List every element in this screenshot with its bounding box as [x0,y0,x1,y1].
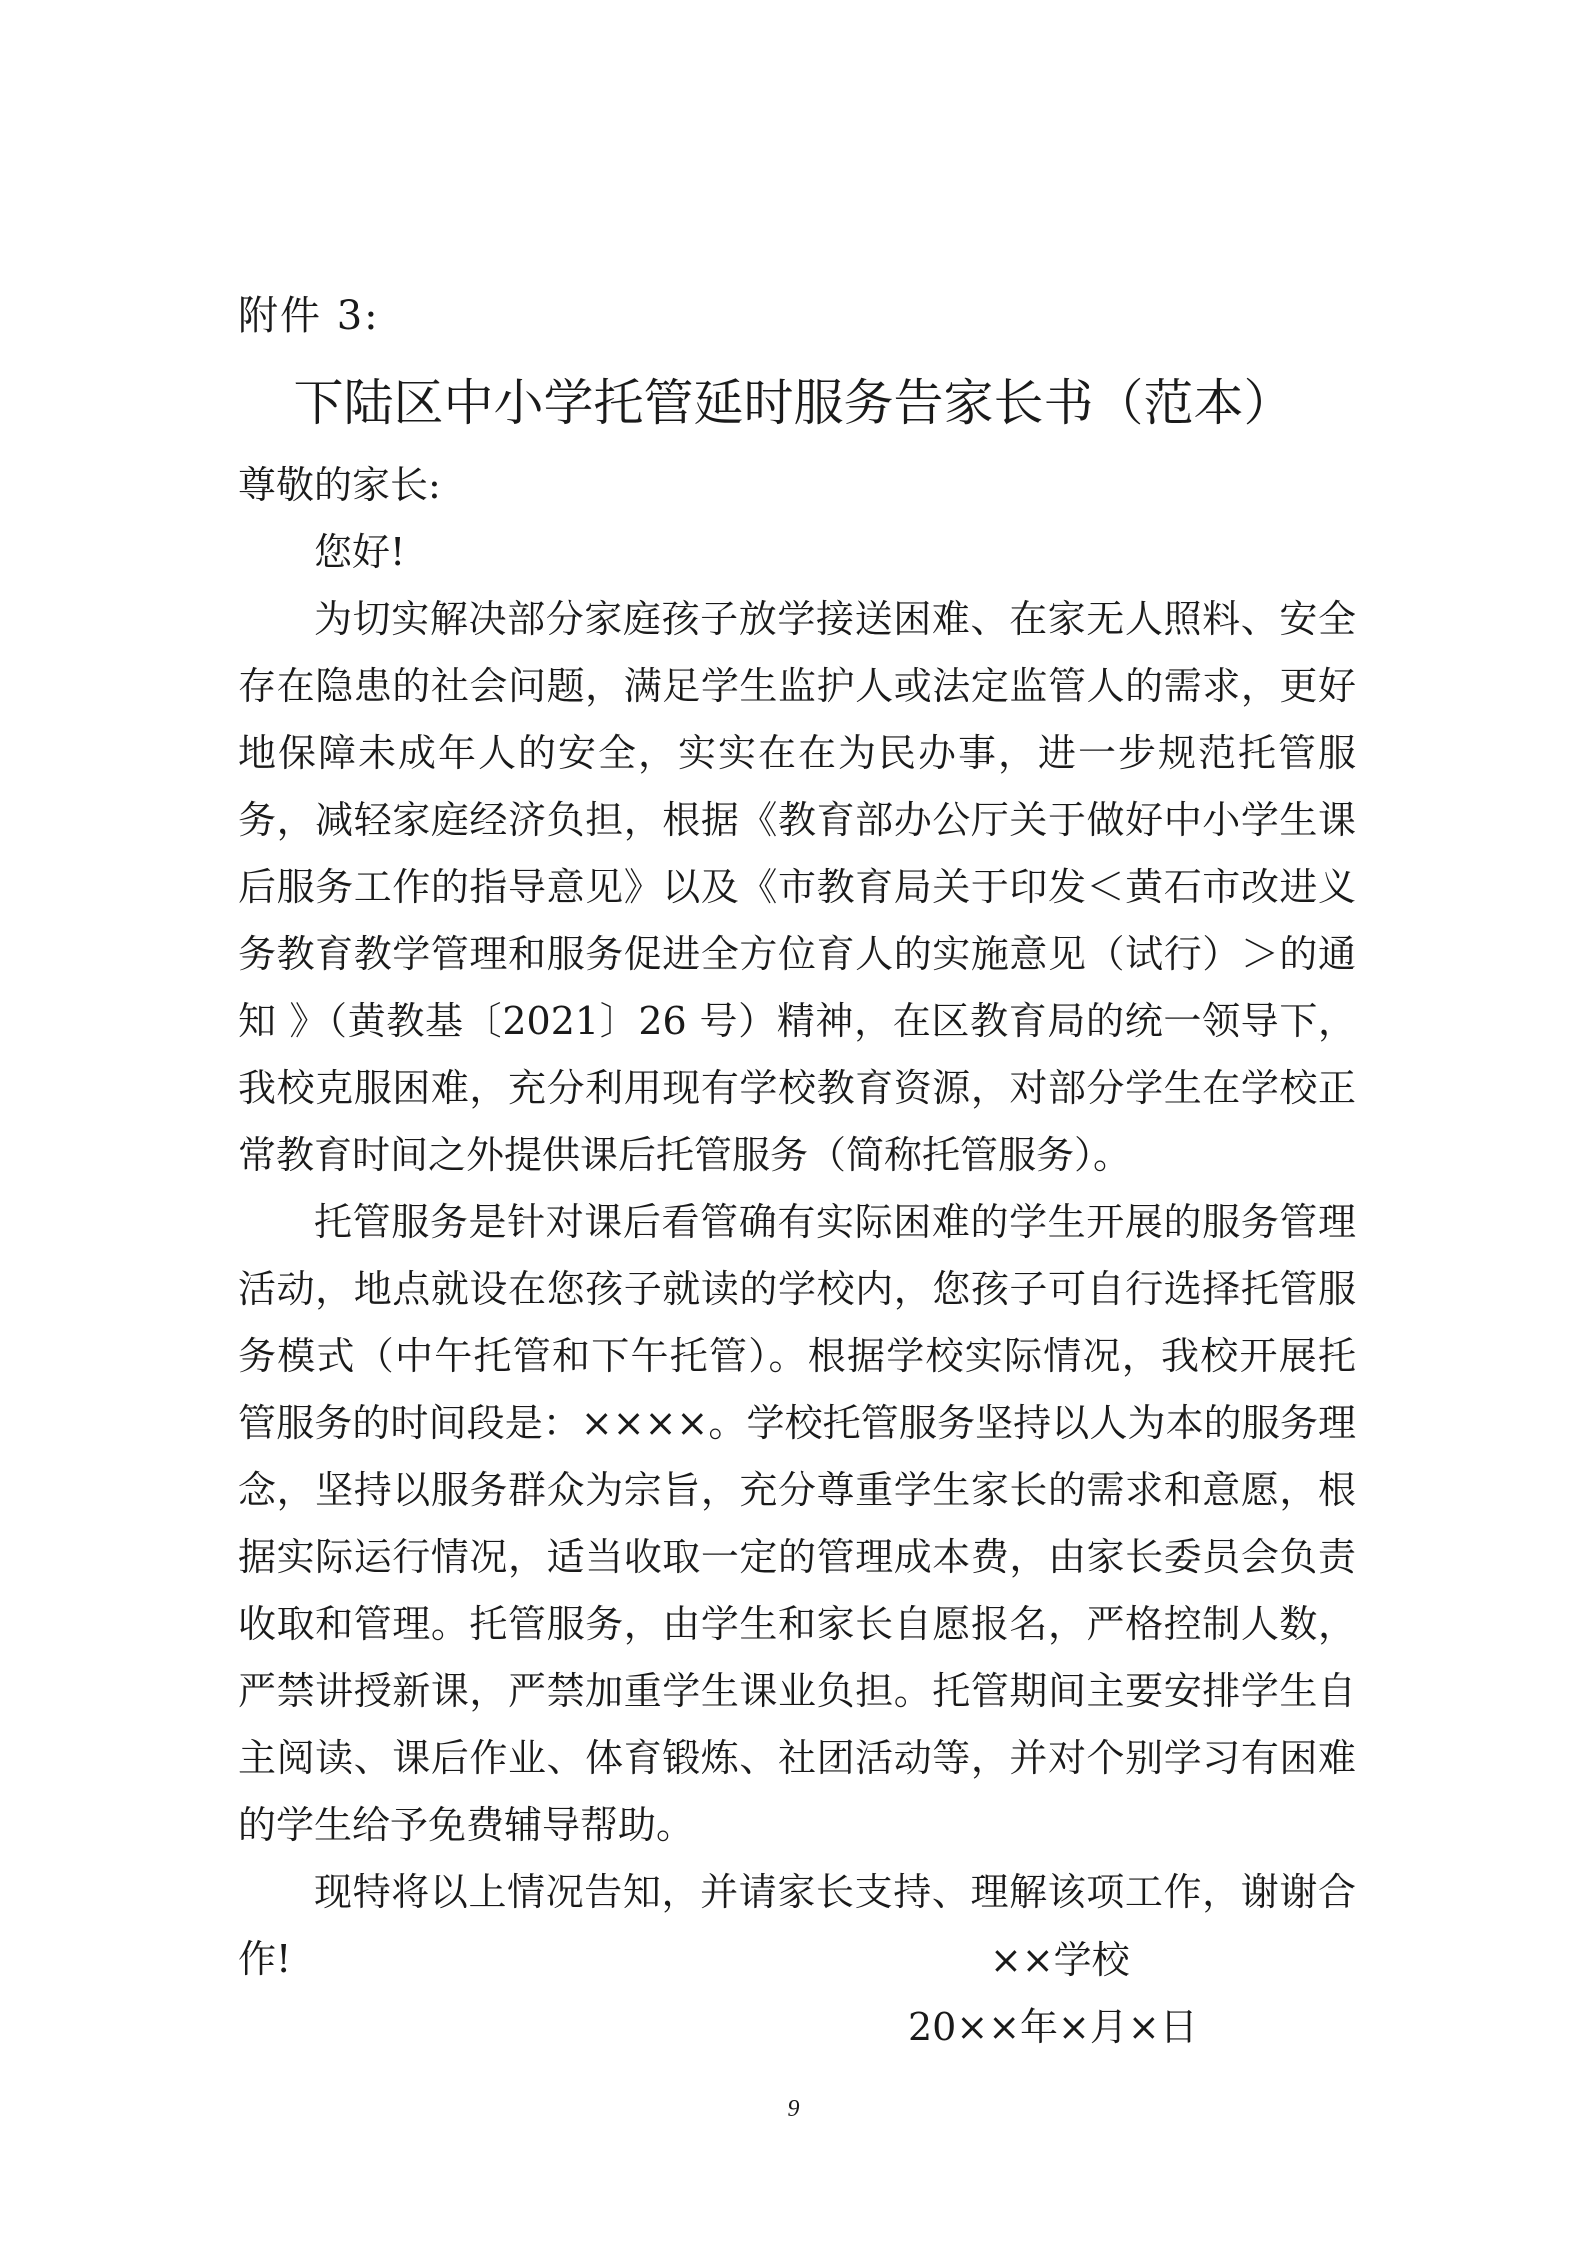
signature-date: 20××年×月×日 [908,2005,1198,2049]
paragraph-purpose: 为切实解决部分家庭孩子放学接送困难、在家无人照料、安全存在隐患的社会问题，满足学生监护人或法定监管人的需求，更好地保障未成年人的安全，实实在在为民办事，进一步规范托管服务，减轻家庭经济负担，根据《教育部办公厅关于做好中小学生课后服务工作的指导意见》以及《市教育局关于印发＜黄石市改进义务教育教学管理和服务促进全方位育人的实施意见（试行）＞的通知 》（黄教基〔2021〕26 号）精神，在区教育局的统一领导下，我校克服困难，充分利用现有学校教育资源，对部分学生在学校正常教育时间之外提供课后托管服务（简称托管服务）。 [238,597,1356,1177]
signature-school: ××学校 [990,1938,1130,1982]
letter-body [238,452,1356,1993]
page-number: 9 [787,2096,800,2122]
document-title: 下陆区中小学托管延时服务告家长书（范本） [293,374,1294,432]
salutation: 尊敬的家长: [238,463,441,507]
paragraph-service-details: 托管服务是针对课后看管确有实际困难的学生开展的服务管理活动，地点就设在您孩子就读的学校内，您孩子可自行选择托管服务模式（中午托管和下午托管）。根据学校实际情况，我校开展托管服务的时间段是：××××。学校托管服务坚持以人为本的服务理念，坚持以服务群众为宗旨，充分尊重学生家长的需求和意愿，根据实际运行情况，适当收取一定的管理成本费，由家长委员会负责收取和管理。托管服务，由学生和家长自愿报名，严格控制人数，严禁讲授新课，严禁加重学生课业负担。托管期间主要安排学生自主阅读、课后作业、体育锻炼、社团活动等，并对个别学习有困难的学生给予免费辅导帮助。 [238,1200,1356,1847]
greeting: 您好! [314,530,406,574]
attachment-label: 附件 3: [238,293,380,339]
paragraph-closing: 现特将以上情况告知，并请家长支持、理解该项工作，谢谢合作! [238,1870,1356,1981]
